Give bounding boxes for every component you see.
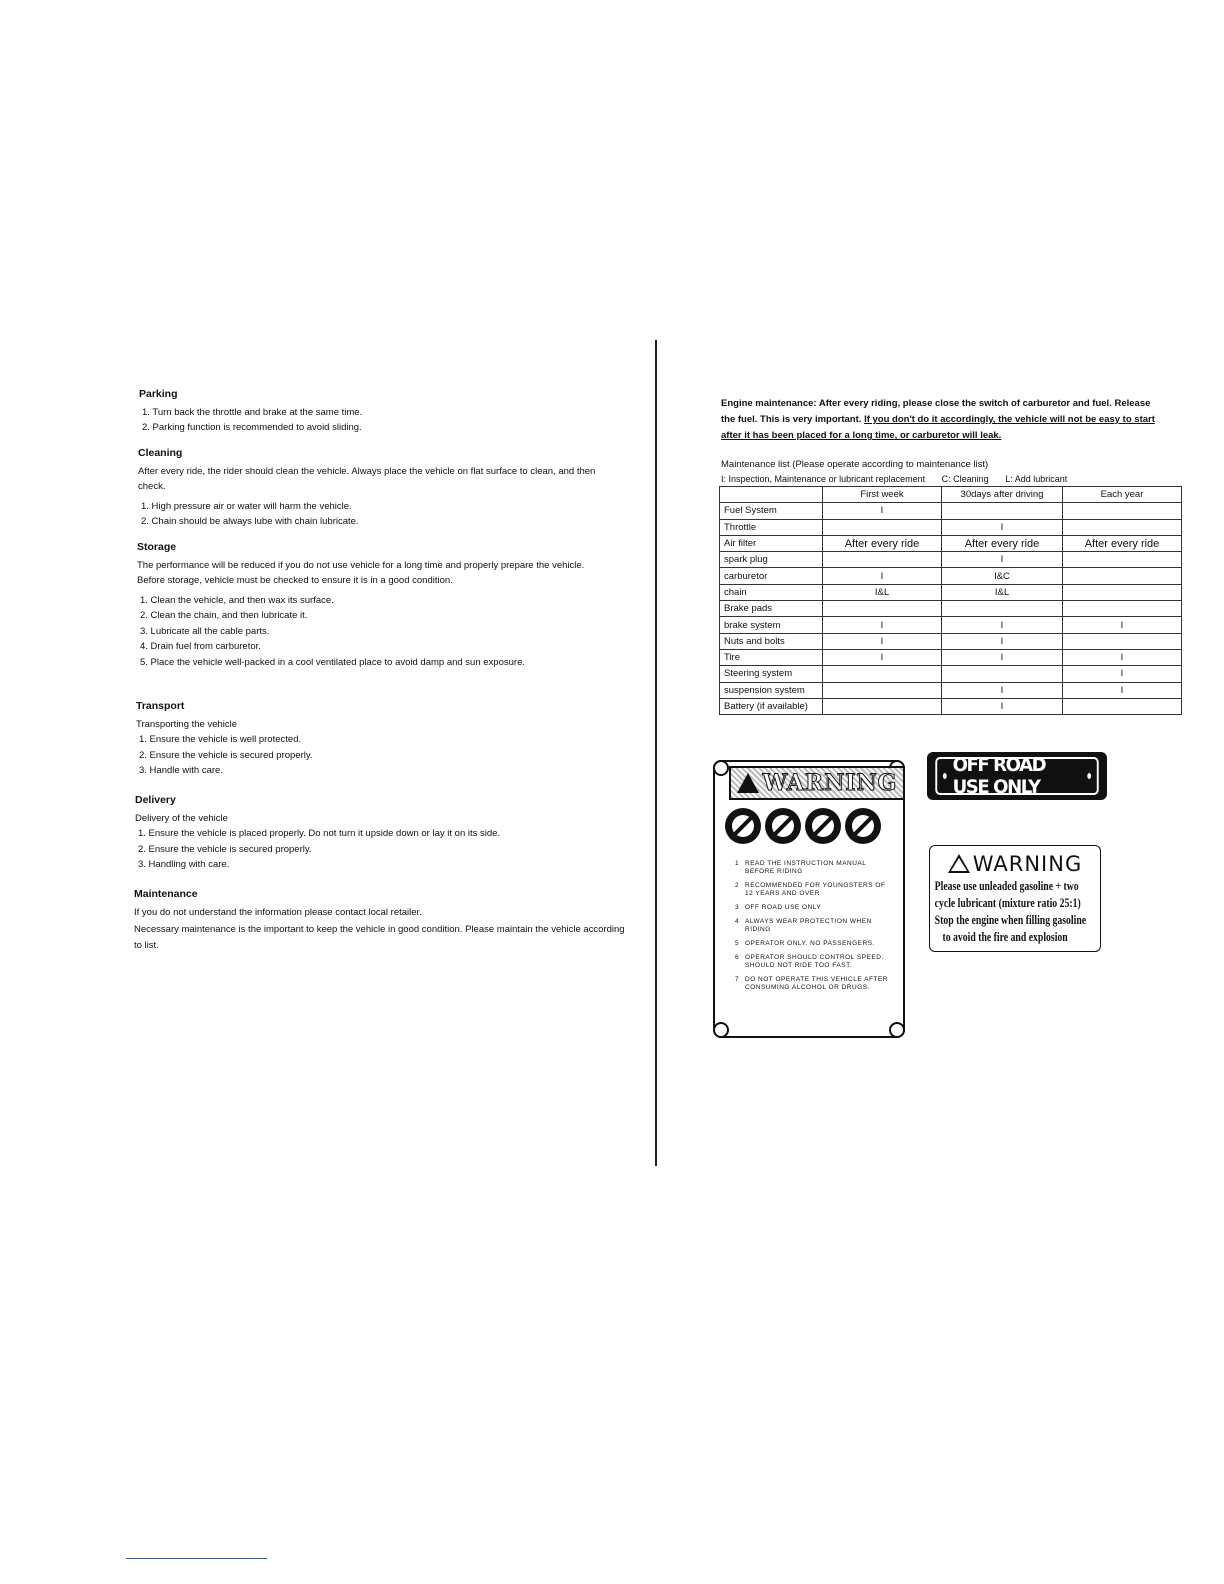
list-item: 3. Lubricate all the cable parts. — [140, 625, 270, 637]
list-item: 1. Ensure the vehicle is placed properly. Do not turn it upside down or lay it on its side. — [138, 828, 501, 839]
table-cell — [942, 601, 1063, 617]
list-item: 4. Drain fuel from carburetor. — [140, 641, 261, 652]
list-item — [735, 918, 895, 934]
table-cell — [1063, 633, 1182, 649]
maintenance-section — [134, 887, 626, 953]
table-cell: I — [942, 698, 1063, 714]
no-road-riding-icon — [805, 808, 841, 844]
table-row — [720, 552, 1182, 568]
table-row — [720, 617, 1182, 633]
table-row — [720, 649, 1182, 665]
table-cell — [1063, 584, 1182, 600]
item-number: 5 — [735, 940, 740, 947]
engine-note-underlined: If you don't do it accordingly, the vehicle will not be easy to start after it has been placed for a long time, or carburetor will leak. — [721, 414, 1155, 441]
gas-line: Please use unleaded gasoline + two — [934, 879, 1079, 893]
item-text: RECOMMENDED FOR YOUNGSTERS OF 12 YEARS AND OVER — [745, 882, 886, 897]
header-cell: Each year — [1063, 487, 1182, 503]
transport-section — [136, 699, 616, 779]
table-cell — [1063, 568, 1182, 584]
table-cell: I&L — [823, 584, 942, 600]
footnote-rule — [126, 1558, 267, 1559]
gasoline-warning-title — [930, 852, 1100, 876]
engine-maintenance-note — [721, 396, 1161, 444]
bullet-icon — [943, 773, 947, 779]
table-cell — [1063, 698, 1182, 714]
page-divider — [655, 340, 657, 1166]
item-number: 6 — [735, 954, 740, 961]
table-row — [720, 601, 1182, 617]
row-label: Brake pads — [720, 601, 823, 617]
maintenance-p1: If you do not understand the information please contact local retailer. — [134, 906, 422, 918]
list-item — [735, 940, 895, 948]
delivery-intro: Delivery of the vehicle — [135, 812, 228, 824]
table-header-row — [720, 487, 1182, 503]
item-text: OPERATOR ONLY. NO PASSENGERS. — [745, 940, 875, 947]
list-item — [735, 882, 895, 898]
list-item: 1. Clean the vehicle, and then wax its surface. — [140, 594, 334, 606]
table-cell: I — [1063, 666, 1182, 682]
gasoline-warning-text — [930, 876, 1103, 948]
maintenance-list-title: Maintenance list (Please operate according to maintenance list) — [721, 459, 989, 470]
delivery-title: Delivery — [135, 794, 176, 806]
table-cell: After every ride — [1063, 535, 1182, 551]
warning-list — [735, 860, 895, 998]
table-row — [720, 535, 1182, 551]
sticker-corner — [713, 1022, 729, 1038]
storage-intro-1: The performance will be reduced if you do not use vehicle for a long time and properly prepare the vehicle. — [137, 559, 585, 571]
table-cell: I — [942, 682, 1063, 698]
table-cell: I — [942, 649, 1063, 665]
parking-title: Parking — [139, 388, 178, 400]
cleaning-intro: After every ride, the rider should clean the vehicle. Always place the vehicle on flat surface to clean, and then check. — [138, 465, 596, 492]
item-text: READ THE INSTRUCTION MANUAL BEFORE RIDING — [745, 860, 867, 875]
table-row — [720, 519, 1182, 535]
header-cell: 30days after driving — [942, 487, 1063, 503]
gas-line: Stop the engine when filling gasoline — [934, 913, 1087, 927]
table-row — [720, 666, 1182, 682]
table-cell — [942, 503, 1063, 519]
warning-triangle-icon — [948, 854, 970, 873]
table-cell: After every ride — [823, 535, 942, 551]
warning-banner — [729, 766, 905, 800]
table-cell: I — [823, 503, 942, 519]
list-item: 3. Handling with care. — [138, 859, 230, 870]
table-cell — [1063, 552, 1182, 568]
row-label: carburetor — [720, 568, 823, 584]
list-item: 2. Ensure the vehicle is secured properly. — [138, 843, 312, 855]
legend-cleaning: C: Cleaning — [941, 474, 989, 484]
list-item — [735, 860, 895, 876]
table-cell — [823, 698, 942, 714]
engine-note-bold: Engine maintenance: After every riding, please close the switch of carburetor and fuel. Release the fuel. This is very important. — [721, 398, 1151, 425]
cleaning-section — [138, 446, 624, 530]
list-item: 1. Turn back the throttle and brake at the same time. — [142, 406, 363, 418]
storage-intro-2: Before storage, vehicle must be checked to ensure it is in a good condition. — [137, 575, 453, 586]
storage-title: Storage — [137, 541, 177, 553]
list-item: 1. High pressure air or water will harm the vehicle. — [141, 500, 352, 512]
table-cell: I — [942, 617, 1063, 633]
item-number: 3 — [735, 904, 740, 911]
table-cell: I — [1063, 649, 1182, 665]
row-label: Battery (if available) — [720, 698, 823, 714]
table-cell — [1063, 503, 1182, 519]
gas-line: to avoid the fire and explosion — [942, 930, 1068, 944]
table-row — [720, 503, 1182, 519]
table-cell: I — [942, 519, 1063, 535]
table-cell — [1063, 601, 1182, 617]
offroad-label — [927, 752, 1107, 800]
list-item: 2. Chain should be always lube with chain lubricate. — [141, 516, 359, 527]
sticker-corner — [713, 760, 729, 776]
table-cell: I — [942, 552, 1063, 568]
list-item — [735, 976, 895, 992]
table-cell: I — [942, 633, 1063, 649]
item-text: DO NOT OPERATE THIS VEHICLE AFTER CONSUMING ALCOHOL OR DRUGS. — [745, 976, 888, 991]
row-label: Tire — [720, 649, 823, 665]
table-cell: I — [823, 617, 942, 633]
table-cell: I — [823, 633, 942, 649]
storage-section — [137, 540, 627, 670]
table-row — [720, 698, 1182, 714]
list-item: 2. Parking function is recommended to avoid sliding. — [142, 422, 362, 433]
legend-inspection: I: Inspection, Maintenance or lubricant replacement — [721, 474, 926, 484]
row-label: Air filter — [720, 535, 823, 551]
no-passenger-icon — [765, 808, 801, 844]
list-item — [735, 904, 895, 912]
gas-line: cycle lubricant (mixture ratio 25:1) — [934, 896, 1081, 910]
list-item: 1. Ensure the vehicle is well protected. — [139, 734, 302, 745]
table-cell — [823, 601, 942, 617]
row-label: brake system — [720, 617, 823, 633]
warning-sticker — [713, 760, 905, 1038]
row-label: spark plug — [720, 552, 823, 568]
table-row — [720, 568, 1182, 584]
delivery-section — [135, 793, 625, 873]
offroad-label-text: OFF ROAD USE ONLY — [952, 754, 1046, 798]
row-label: suspension system — [720, 682, 823, 698]
legend-lubricant: L: Add lubricant — [1005, 474, 1068, 484]
header-cell: First week — [823, 487, 942, 503]
item-text: ALWAYS WEAR PROTECTION WHEN RIDING — [745, 918, 872, 933]
table-cell: I — [823, 568, 942, 584]
list-item: 2. Clean the chain, and then lubricate it. — [140, 610, 308, 621]
item-number: 1 — [735, 860, 740, 867]
prohibition-icons — [725, 808, 881, 844]
row-label: Fuel System — [720, 503, 823, 519]
list-item: 2. Ensure the vehicle is secured properly. — [139, 749, 313, 761]
list-item: 5. Place the vehicle well-packed in a cool ventilated place to avoid damp and sun exposure. — [140, 656, 525, 668]
table-cell: I — [1063, 682, 1182, 698]
gasoline-warning-box — [929, 845, 1101, 952]
warning-triangle-icon — [737, 773, 759, 793]
row-label: chain — [720, 584, 823, 600]
maintenance-table — [719, 486, 1182, 715]
row-label: Steering system — [720, 666, 823, 682]
row-label: Throttle — [720, 519, 823, 535]
list-item — [735, 954, 895, 970]
item-text: OFF ROAD USE ONLY — [745, 904, 822, 911]
row-label: Nuts and bolts — [720, 633, 823, 649]
table-cell — [823, 666, 942, 682]
table-row — [720, 633, 1182, 649]
transport-intro: Transporting the vehicle — [136, 718, 238, 730]
maintenance-p2: Necessary maintenance is the important to keep the vehicle in good condition. Please maintain the vehicle according to list. — [134, 924, 625, 951]
table-cell: I&L — [942, 584, 1063, 600]
parking-section — [139, 387, 619, 436]
table-row — [720, 682, 1182, 698]
gasoline-warning-title-text: WARNING — [972, 852, 1083, 876]
list-item: 3. Handle with care. — [139, 765, 223, 776]
table-row — [720, 584, 1182, 600]
item-number: 4 — [735, 918, 740, 925]
table-cell — [823, 682, 942, 698]
table-cell: I&C — [942, 568, 1063, 584]
maintenance-title: Maintenance — [134, 888, 198, 900]
table-cell: I — [823, 649, 942, 665]
table-cell — [823, 519, 942, 535]
bullet-icon — [1087, 773, 1091, 779]
transport-title: Transport — [136, 700, 185, 712]
warning-banner-text: WARNING — [762, 770, 898, 796]
offroad-label-inner — [935, 754, 1098, 798]
header-cell — [720, 487, 823, 503]
table-cell — [1063, 519, 1182, 535]
item-number: 2 — [735, 882, 740, 889]
no-alcohol-icon — [845, 808, 881, 844]
sticker-corner — [889, 1022, 905, 1038]
table-cell: I — [1063, 617, 1182, 633]
no-helmet-icon — [725, 808, 761, 844]
maintenance-legend — [721, 474, 1181, 484]
cleaning-title: Cleaning — [138, 447, 183, 459]
table-cell — [942, 666, 1063, 682]
item-text: OPERATOR SHOULD CONTROL SPEED. SHOULD NOT RIDE TOO FAST. — [745, 954, 884, 969]
item-number: 7 — [735, 976, 740, 983]
table-cell: After every ride — [942, 535, 1063, 551]
table-cell — [823, 552, 942, 568]
